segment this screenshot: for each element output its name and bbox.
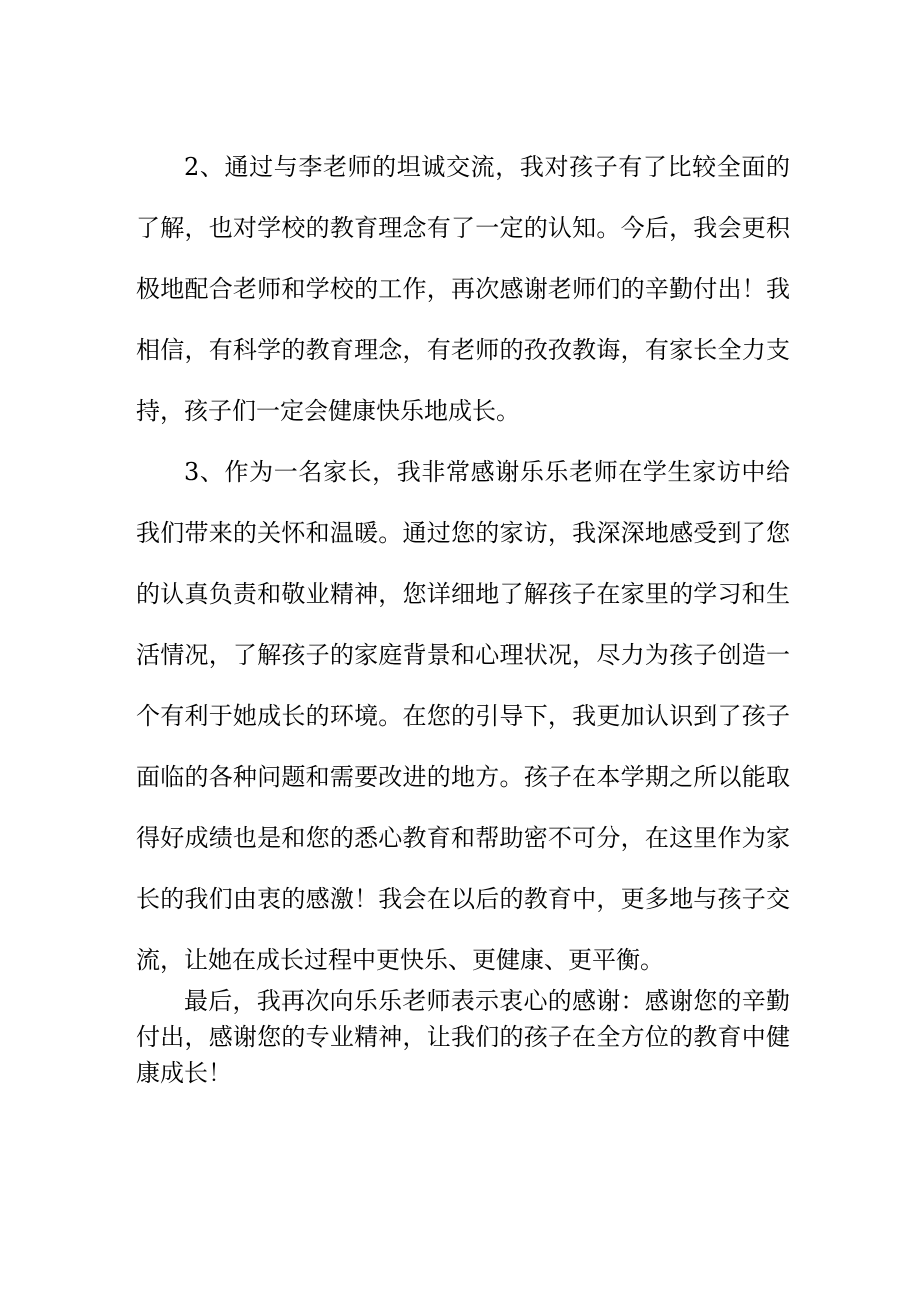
paragraph-2: 2、通过与李老师的坦诚交流，我对孩子有了比较全面的了解，也对学校的教育理念有了一定的认知。今后，我会更积极地配合老师和学校的工作，再次感谢老师们的辛勤付出！我相信，有科学的教育理念，有老师的孜孜教诲，有家长全力支持，孩子们一定会健康快乐地成长。 xyxy=(136,153,790,425)
paragraph-closing: 最后，我再次向乐乐老师表示衷心的感谢：感谢您的辛勤付出，感谢您的专业精神，让我们的孩子在全方位的教育中健康成长！ xyxy=(136,987,790,1087)
paragraph-3: 3、作为一名家长，我非常感谢乐乐老师在学生家访中给我们带来的关怀和温暖。通过您的家访，我深深地感受到了您的认真负责和敬业精神，您详细地了解孩子在家里的学习和生活情况，了解孩子的家庭背景和心理状况，尽力为孩子创造一个有利于她成长的环境。在您的引导下，我更加认识到了孩子面临的各种问题和需要改进的地方。孩子在本学期之所以能取得好成绩也是和您的悉心教育和帮助密不可分，在这里作为家长的我们由衷的感激！我会在以后的教育中，更多地与孩子交流，让她在成长过程中更快乐、更健康、更平衡。 xyxy=(136,458,790,974)
document-body xyxy=(136,137,790,1091)
